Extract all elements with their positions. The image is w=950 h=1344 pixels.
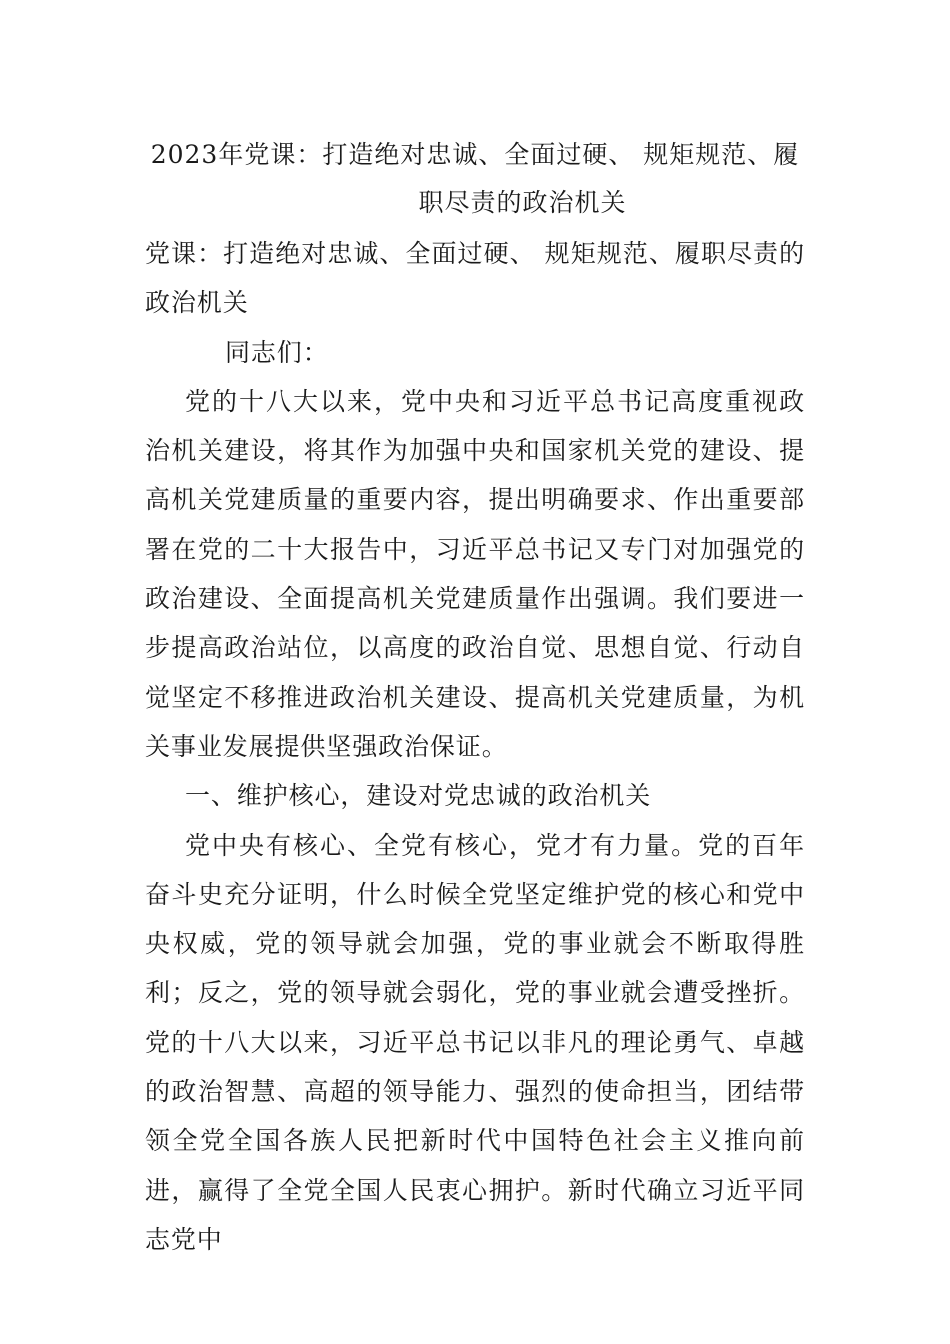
title-line-1: 2023年党课：打造绝对忠诚、全面过硬、 规矩规范、履 <box>150 140 800 169</box>
document-title <box>145 131 805 227</box>
title-line-2: 职尽责的政治机关 <box>418 188 627 217</box>
document-subtitle: 党课：打造绝对忠诚、全面过硬、 规矩规范、履职尽责的政治机关 <box>145 239 805 318</box>
paragraph-intro: 党的十八大以来，党中央和习近平总书记高度重视政治机关建设，将其作为加强中央和国家机关党的建设、提高机关党建质量的重要内容，提出明确要求、作出重要部署在党的二十大报告中，习近平总书记又专门对加强党的政治建设、全面提高机关党建质量作出强调。我们要进一步提高政治站位，以高度的政治自觉、思想自觉、行动自觉坚定不移推进政治机关建设、提高机关党建质量，为机关事业发展提供坚强政治保证。 <box>145 386 805 761</box>
paragraph-section-1: 党中央有核心、全党有核心，党才有力量。党的百年奋斗史充分证明，什么时候全党坚定维护党的核心和党中央权威，党的领导就会加强，党的事业就会不断取得胜利；反之，党的领导就会弱化，党的事业就会遭受挫折。党的十八大以来，习近平总书记以非凡的理论勇气、卓越的政治智慧、高超的领导能力、强烈的使命担当，团结带领全党全国各族人民把新时代中国特色社会主义推向前进，赢得了全党全国人民衷心拥护。新时代确立习近平同志党中 <box>145 830 805 1254</box>
document-body <box>145 229 805 1264</box>
section-heading-1: 一、维护核心，建设对党忠诚的政治机关 <box>185 781 652 811</box>
greeting: 同志们： <box>225 337 329 367</box>
